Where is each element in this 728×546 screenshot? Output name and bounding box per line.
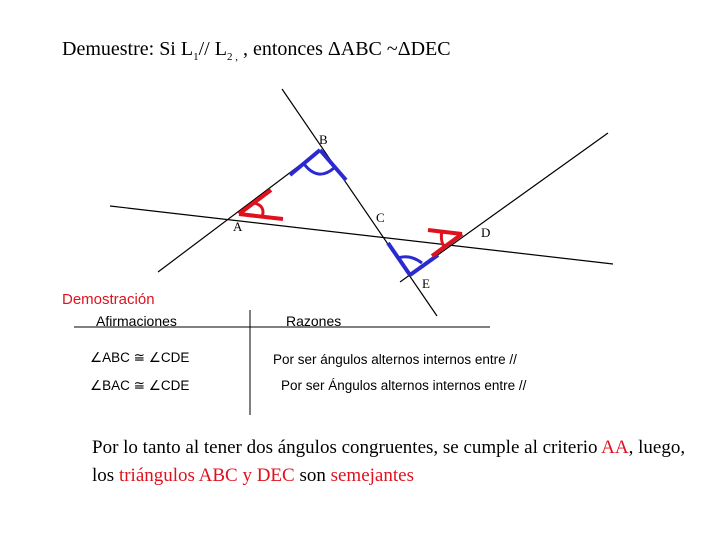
angle-symbol-icon: ∠ <box>90 350 103 365</box>
title-suffix: , entonces ΔABC ~ΔDEC <box>237 38 451 60</box>
triangles-highlight: triángulos ABC y DEC <box>118 465 295 486</box>
title-sub-1: 1 <box>193 51 199 63</box>
column-header-afirmaciones: Afirmaciones <box>96 313 177 329</box>
line-bc <box>282 89 437 316</box>
criterion-aa: AA <box>601 437 629 458</box>
angle-symbol-icon: ∠ <box>148 350 161 365</box>
statement-1-angle1: ABC <box>102 350 130 365</box>
congruent-symbol: ≅ <box>133 350 145 365</box>
angle-symbol-icon: ∠ <box>148 378 161 393</box>
statement-2-angle1: BAC <box>102 378 130 393</box>
conclusion-part2: , luego, los <box>92 437 686 486</box>
column-header-razones: Razones <box>286 313 342 329</box>
label-d: D <box>481 225 491 240</box>
label-b: B <box>319 132 328 147</box>
demonstration-heading: Demostración <box>62 291 155 308</box>
title-sub-2: 2 , <box>226 51 238 63</box>
conclusion-paragraph <box>92 434 692 490</box>
title-mid: // L <box>198 38 227 60</box>
label-c: C <box>376 210 385 225</box>
conclusion-part3: son <box>294 465 331 486</box>
statement-1-angle2: CDE <box>160 350 190 365</box>
line-l1 <box>110 206 613 264</box>
reason-2: Por ser Ángulos alternos internos entre // <box>281 378 527 393</box>
title-prefix: Demuestre: Si L <box>62 38 194 60</box>
conclusion-part1: Por lo tanto al tener dos ángulos congruentes, se cumple al criterio <box>92 437 602 458</box>
angle-mark-e <box>388 243 438 275</box>
angle-mark-b <box>290 150 346 180</box>
angle-symbol-icon: ∠ <box>90 378 103 393</box>
statement-1 <box>90 350 189 366</box>
semejantes-highlight: semejantes <box>330 465 414 486</box>
reason-1: Por ser ángulos alternos internos entre // <box>273 352 517 367</box>
congruent-symbol: ≅ <box>133 378 145 393</box>
label-e: E <box>422 276 430 291</box>
statement-2-angle2: CDE <box>160 378 190 393</box>
statement-2 <box>90 378 189 394</box>
label-a: A <box>233 219 243 234</box>
